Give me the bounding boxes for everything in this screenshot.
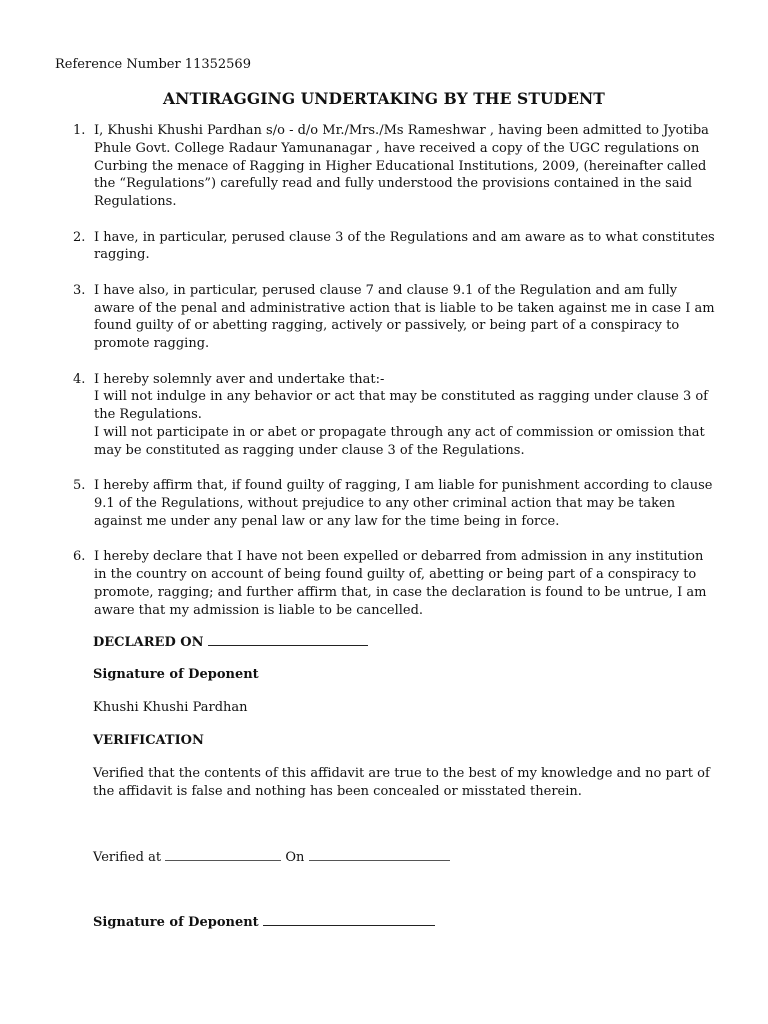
clause-6 — [60, 548, 720, 619]
clause-5 — [60, 477, 720, 530]
final-signature-line — [93, 913, 733, 932]
clause-number: 2. — [73, 229, 86, 245]
clause-number: 5. — [73, 478, 86, 494]
verified-at-label: Verified at — [93, 850, 162, 865]
clause-text: I have, in particular, perused clause 3 of the Regulations and am aware as to what constitutes ragging. — [94, 229, 715, 263]
clause-2 — [60, 229, 720, 265]
verified-at-line — [93, 848, 733, 867]
verified-at-blank[interactable] — [165, 848, 281, 861]
verified-on-blank[interactable] — [309, 848, 450, 861]
clause-text: I, Khushi Khushi Pardhan s/o - d/o Mr./Mrs./Ms Rameshwar , having been admitted to Jyotiba Phule Govt. College Radaur Yamunanagar , have received a copy of the UGC regulations on Curbing the menace of Ragging in Higher Educational Institutions, 2009, (hereinafter called the “Regulations”) carefully read and fully understood the provisions contained in the said Regulations. — [94, 123, 709, 210]
declared-on-blank[interactable] — [208, 633, 368, 646]
clause-intro: I hereby solemnly aver and undertake that:- — [94, 371, 385, 387]
deponent-name: Khushi Khushi Pardhan — [93, 700, 248, 715]
clause-undertaking-line: I will not participate in or abet or propagate through any act of commission or omission that may be constituted as ragging under clause 3 of the Regulations. — [94, 424, 705, 458]
document-title: ANTIRAGGING UNDERTAKING BY THE STUDENT — [163, 89, 605, 108]
clause-1 — [60, 122, 720, 211]
clause-number: 1. — [73, 123, 86, 138]
declared-on-line — [93, 633, 733, 652]
clause-number: 6. — [73, 549, 86, 565]
declared-on-label: DECLARED ON — [93, 635, 204, 650]
clause-number: 3. — [73, 282, 86, 298]
clause-text: I have also, in particular, perused clause 7 and clause 9.1 of the Regulation and am fully aware of the penal and administrative action that is liable to be taken against me in case I am found guilty of or abetting ragging, actively or passively, or being part of a conspiracy to promote ragging. — [94, 282, 715, 352]
clause-number: 4. — [73, 371, 86, 387]
clause-3 — [60, 282, 720, 353]
final-signature-blank[interactable] — [263, 913, 435, 926]
verification-heading: VERIFICATION — [93, 733, 204, 748]
final-signature-label: Signature of Deponent — [93, 915, 259, 930]
reference-number: Reference Number 11352569 — [55, 57, 251, 72]
clause-text: I hereby affirm that, if found guilty of ragging, I am liable for punishment according to clause 9.1 of the Regulations, without prejudice to any other criminal action that may be taken against me under any penal law or any law for the time being in force. — [94, 478, 713, 529]
clause-4 — [60, 371, 720, 460]
signature-of-deponent-label: Signature of Deponent — [93, 667, 259, 682]
undertaking-clauses — [60, 122, 720, 637]
clause-text: I hereby declare that I have not been expelled or debarred from admission in any institution in the country on account of being found guilty of, abetting or being part of a conspiracy to promote, ragging; and further affirm that, in case the declaration is found to be untrue, I am aware that my admission is liable to be cancelled. — [94, 549, 707, 618]
verification-text: Verified that the contents of this affidavit are true to the best of my knowledge and no part of the affidavit is false and nothing has been concealed or misstated therein. — [93, 766, 710, 799]
on-label: On — [285, 850, 305, 865]
clause-undertaking-line: I will not indulge in any behavior or act that may be constituted as ragging under clause 3 of the Regulations. — [94, 389, 708, 423]
